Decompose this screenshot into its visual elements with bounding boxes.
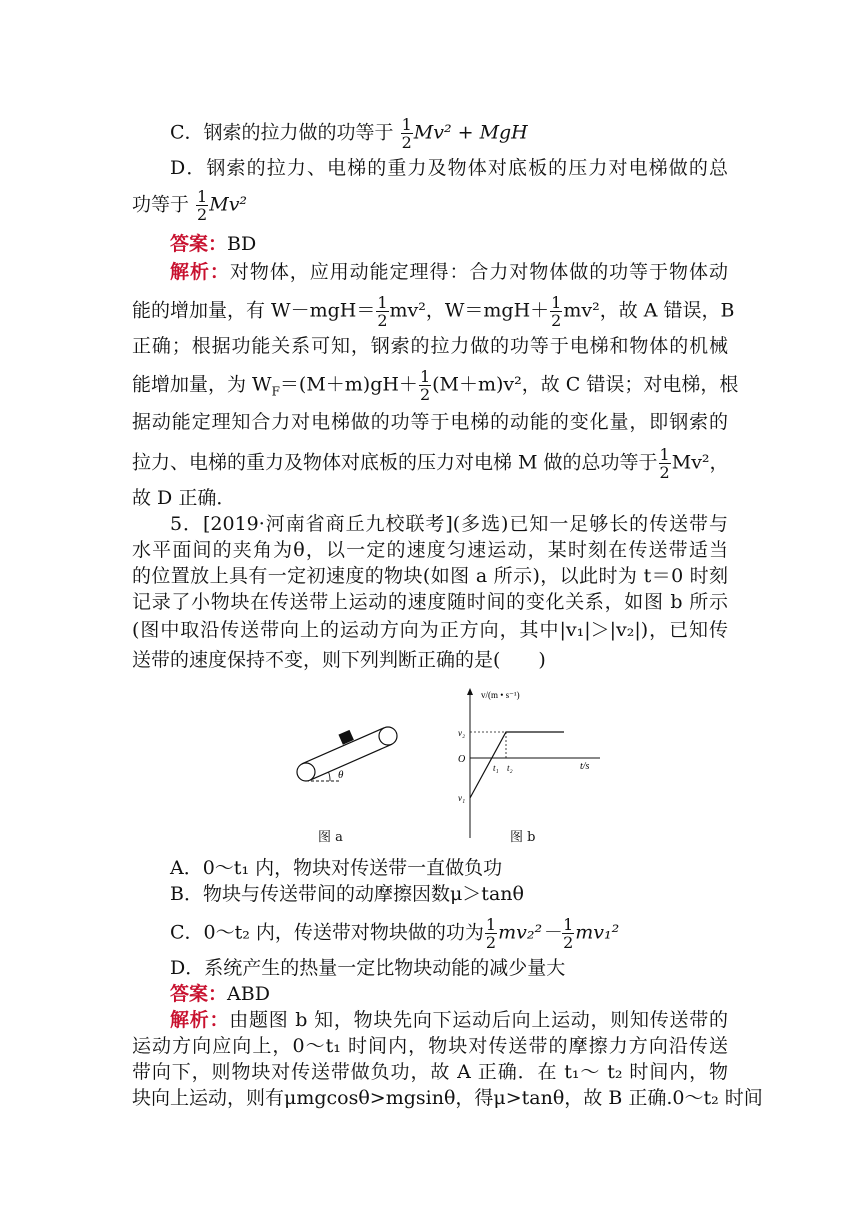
fraction: $\frac{1}{2}$: [485, 915, 497, 952]
explanation-q5-line4: 块向上运动，则有μmgcosθ>mgsinθ，得μ>tanθ，故 B 正确.0～t₂ 时间: [132, 1087, 763, 1109]
t1-label: t₁: [493, 763, 499, 773]
fraction: $\frac{1}{2}$: [377, 293, 388, 330]
v-axis-arrow: [467, 688, 473, 695]
explanation-label: 解析：: [170, 261, 230, 283]
belt-bottom: [310, 744, 392, 780]
fraction: $\frac{1}{2}$: [419, 367, 431, 404]
option-b-q5: B．物块与传送带间的动摩擦因数μ＞tanθ: [170, 883, 524, 905]
explanation-text: ＝(M＋m)gH＋: [279, 373, 418, 396]
explanation-q4-line6: [132, 446, 729, 481]
explanation-q5-line2: 运动方向应向上，0～t₁ 时间内，物块对传送带的摩擦力方向沿传送: [132, 1035, 728, 1057]
question-5-line4: 记录了小物块在传送带上运动的速度随时间的变化关系，如图 b 所示: [132, 591, 728, 613]
theta-label: θ: [338, 769, 344, 781]
upper-roller: [379, 727, 397, 745]
explanation-q4-line2: [132, 294, 735, 329]
fraction: $\frac{1}{2}$: [659, 445, 670, 482]
answer-label: 答案：: [170, 983, 228, 1005]
fraction: $\frac{1}{2}$: [197, 187, 208, 224]
option-text: C．钢索的拉力做的功等于: [170, 121, 400, 144]
origin-label: O: [458, 754, 466, 765]
velocity-curve: [470, 732, 564, 798]
explanation-text: 能增加量，为 W: [132, 373, 272, 396]
subscript: F: [271, 384, 280, 399]
explanation-q4-line1: [170, 260, 728, 284]
option-formula: Mv²: [209, 193, 248, 216]
option-formula: Mv² + MgH: [413, 121, 528, 144]
question-5-line1: 5．[2019·河南省商丘九校联考](多选)已知一足够长的传送带与: [170, 513, 728, 535]
answer-label: 答案：: [170, 233, 228, 255]
fraction: $\frac{1}{2}$: [563, 915, 574, 952]
caption-a: 图 a: [318, 830, 343, 845]
figure-conveyor-and-vt-graph: [280, 686, 600, 842]
explanation-text: 由题图 b 知，物块先向下运动后向上运动，则知传送带的: [229, 1009, 728, 1031]
option-a-q5: A．0～t₁ 内，物块对传送带一直做负功: [170, 857, 503, 879]
figure-b-vt-graph: [458, 688, 600, 838]
question-5-line5: (图中取沿传送带向上的运动方向为正方向，其中|v₁|＞|v₂|)，已知传: [132, 619, 728, 641]
answer-q4: [170, 232, 256, 256]
explanation-q4-line3: 正确；根据功能关系可知，钢索的拉力做的功等于电梯和物体的机械: [132, 335, 728, 357]
question-5-line2: 水平面间的夹角为θ，以一定的速度匀速运动，某时刻在传送带适当: [132, 539, 728, 561]
option-d-q4-line1: D．钢索的拉力、电梯的重力及物体对底板的压力对电梯做的总: [170, 157, 728, 179]
t-axis-label: t/s: [580, 761, 590, 772]
explanation-text: (M＋m)v²，故 C 错误；对电梯，根: [432, 373, 739, 396]
option-d-q4-line2: [132, 188, 247, 223]
answer-value: BD: [227, 233, 257, 255]
option-c-q5: [170, 916, 619, 951]
answer-q5: [170, 982, 270, 1006]
explanation-q5-line1: [170, 1008, 728, 1032]
question-5-line6: 送带的速度保持不变，则下列判断正确的是( ): [132, 649, 546, 671]
option-text: C．0～t₂ 内，传送带对物块做的功为: [170, 921, 484, 944]
explanation-text: 能的增加量，有 W－mgH＝: [132, 299, 376, 322]
explanation-q4-line5: 据动能定理知合力对电梯做的功等于电梯的动能的变化量，即钢索的: [132, 411, 728, 433]
option-d-q5: D．系统产生的热量一定比物块动能的减少量大: [170, 957, 566, 979]
fraction: $\frac{1}{2}$: [551, 293, 562, 330]
explanation-text: mv²，故 A 错误，B: [563, 299, 735, 322]
t2-label: t₂: [507, 763, 513, 773]
caption-b: 图 b: [510, 830, 536, 845]
explanation-q5-line3: 带向下，则物块对传送带做负功，故 A 正确．在 t₁～ t₂ 时间内，物: [132, 1061, 728, 1083]
v-axis-label: v/(m • s⁻¹): [481, 690, 520, 700]
answer-value: ABD: [227, 983, 270, 1005]
v1-label: v₁: [458, 793, 466, 803]
explanation-label: 解析：: [170, 1009, 230, 1031]
explanation-text: 拉力、电梯的重力及物体对底板的压力对电梯 M 做的总功等于: [132, 451, 658, 474]
option-formula: mv₂²－: [498, 921, 562, 944]
option-text: 功等于: [132, 193, 196, 216]
explanation-q4-line4: [132, 368, 738, 403]
v2-label: v₂: [458, 728, 466, 738]
fraction: $\frac{1}{2}$: [401, 115, 412, 152]
lower-roller: [297, 763, 315, 781]
figure-a-conveyor: [297, 727, 397, 781]
explanation-text: Mv²，: [671, 451, 729, 474]
question-5-line3: 的位置放上具有一定初速度的物块(如图 a 所示)，以此时为 t＝0 时刻: [132, 565, 728, 587]
explanation-text: mv²，W＝mgH＋: [389, 299, 550, 322]
explanation-text: 对物体，应用动能定理得：合力对物体做的功等于物体动: [229, 261, 728, 283]
explanation-q4-line7: 故 D 正确．: [132, 487, 236, 509]
option-formula: mv₁²: [575, 921, 620, 944]
angle-arc: [329, 772, 331, 781]
option-c-q4: [170, 116, 528, 151]
